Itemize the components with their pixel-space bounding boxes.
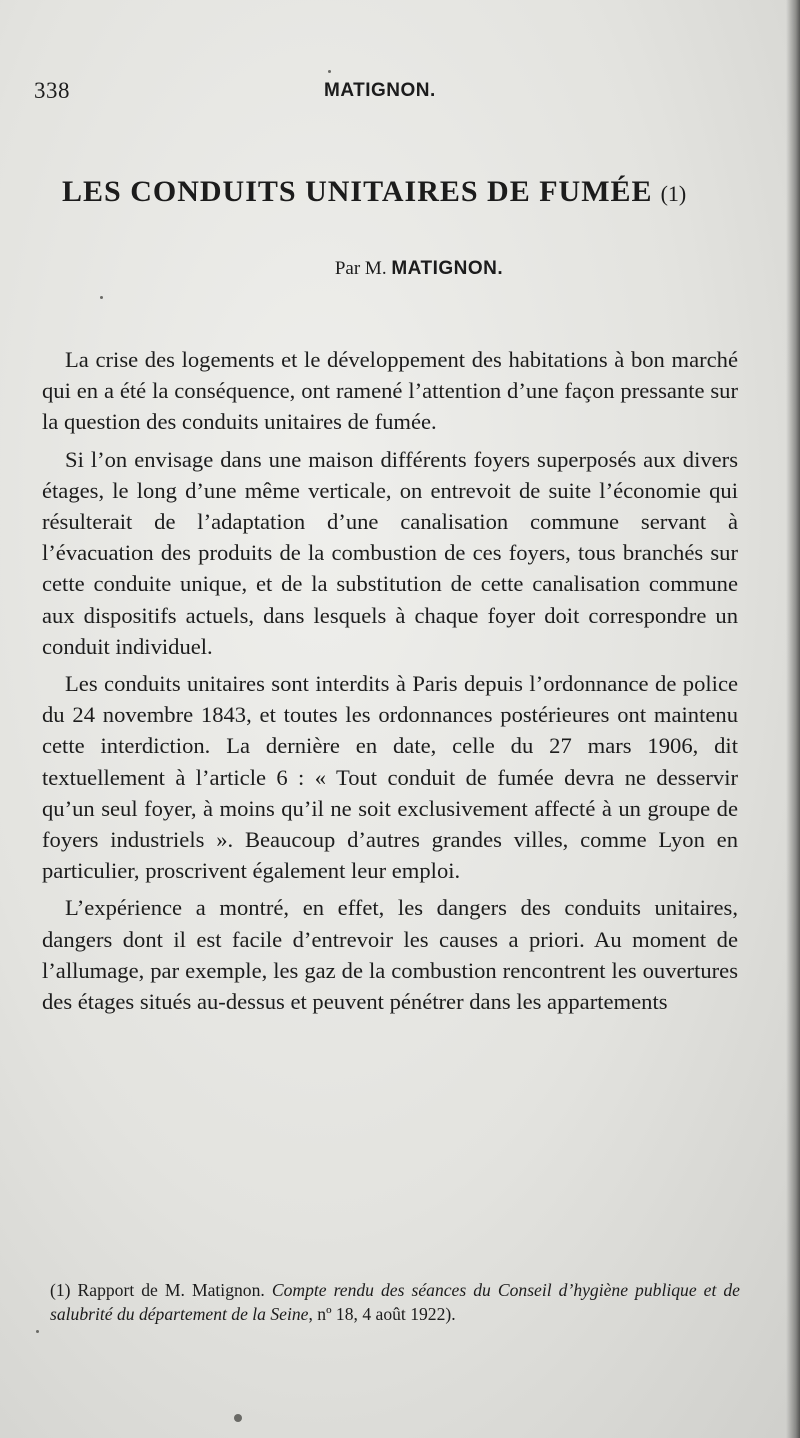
footnote-lead: Rapport de M. Matignon. <box>77 1280 265 1300</box>
byline <box>0 258 800 280</box>
paragraph: Si l’on envisage dans une maison différents foyers superposés aux divers étages, le long d’une même verticale, on entrevoit de suite l’économie qui résulterait de l’adaptation d’une canalisation commune servant à l’évacuation des produits de la combustion de ces foyers, tous branchés sur cette conduite unique, et de la substitution de cette canalisation commune aux dispositifs actuels, dans lesquels à chaque foyer doit correspondre un conduit individuel. <box>42 446 738 659</box>
footnote-tail: , nº 18, 4 août 1922). <box>308 1304 456 1324</box>
paragraph: L’expérience a montré, en effet, les dangers des conduits unitaires, dangers dont il est facile d’entrevoir les causes a priori. Au moment de l’allumage, par exemple, les gaz de la combustion rencontrent les ouvertures des étages situés au-dessus et peuvent pénétrer dans les appartements <box>42 895 738 1015</box>
paper-speck <box>328 70 331 73</box>
paper-speck <box>234 1414 242 1422</box>
byline-author: MATIGNON. <box>391 258 504 279</box>
paragraph: La crise des logements et le développement des habitations à bon marché qui en a été la conséquence, ont ramené l’attention d’une façon pressante sur la question des conduits unitaires de fumée. <box>42 347 738 435</box>
footnote-text <box>50 1278 740 1326</box>
page-number: 338 <box>34 78 70 103</box>
article-body <box>42 344 738 1017</box>
byline-prefix: Par M. <box>334 258 387 279</box>
paragraph: Les conduits unitaires sont interdits à Paris depuis l’ordonnance de police du 24 novembre 1843, et toutes les ordonnances postérieures ont maintenu cette interdiction. La dernière en date, celle du 27 mars 1906, dit textuellement à l’article 6 : « Tout conduit de fumée devra ne desservir qu’un seul foyer, à moins qu’il ne soit exclusivement affecté à un groupe de foyers industriels ». Beaucoup d’autres grandes villes, comme Lyon en particulier, proscrivent également leur emploi. <box>42 671 738 884</box>
paper-speck <box>36 1330 39 1333</box>
paper-speck <box>100 296 103 299</box>
page-edge-shadow <box>786 0 800 1438</box>
title-footnote-marker: (1) <box>660 181 687 206</box>
footnote <box>50 1278 740 1326</box>
running-head: MATIGNON. <box>324 80 436 101</box>
footnote-source: Compte rendu des séances du Conseil d’hygiène publique et de salubrité du département de la Seine <box>50 1280 740 1324</box>
page-header <box>34 78 744 112</box>
footnote-marker: (1) <box>50 1280 71 1300</box>
article-title-line <box>62 175 742 209</box>
article-title: LES CONDUITS UNITAIRES DE FUMÉE <box>62 175 653 208</box>
